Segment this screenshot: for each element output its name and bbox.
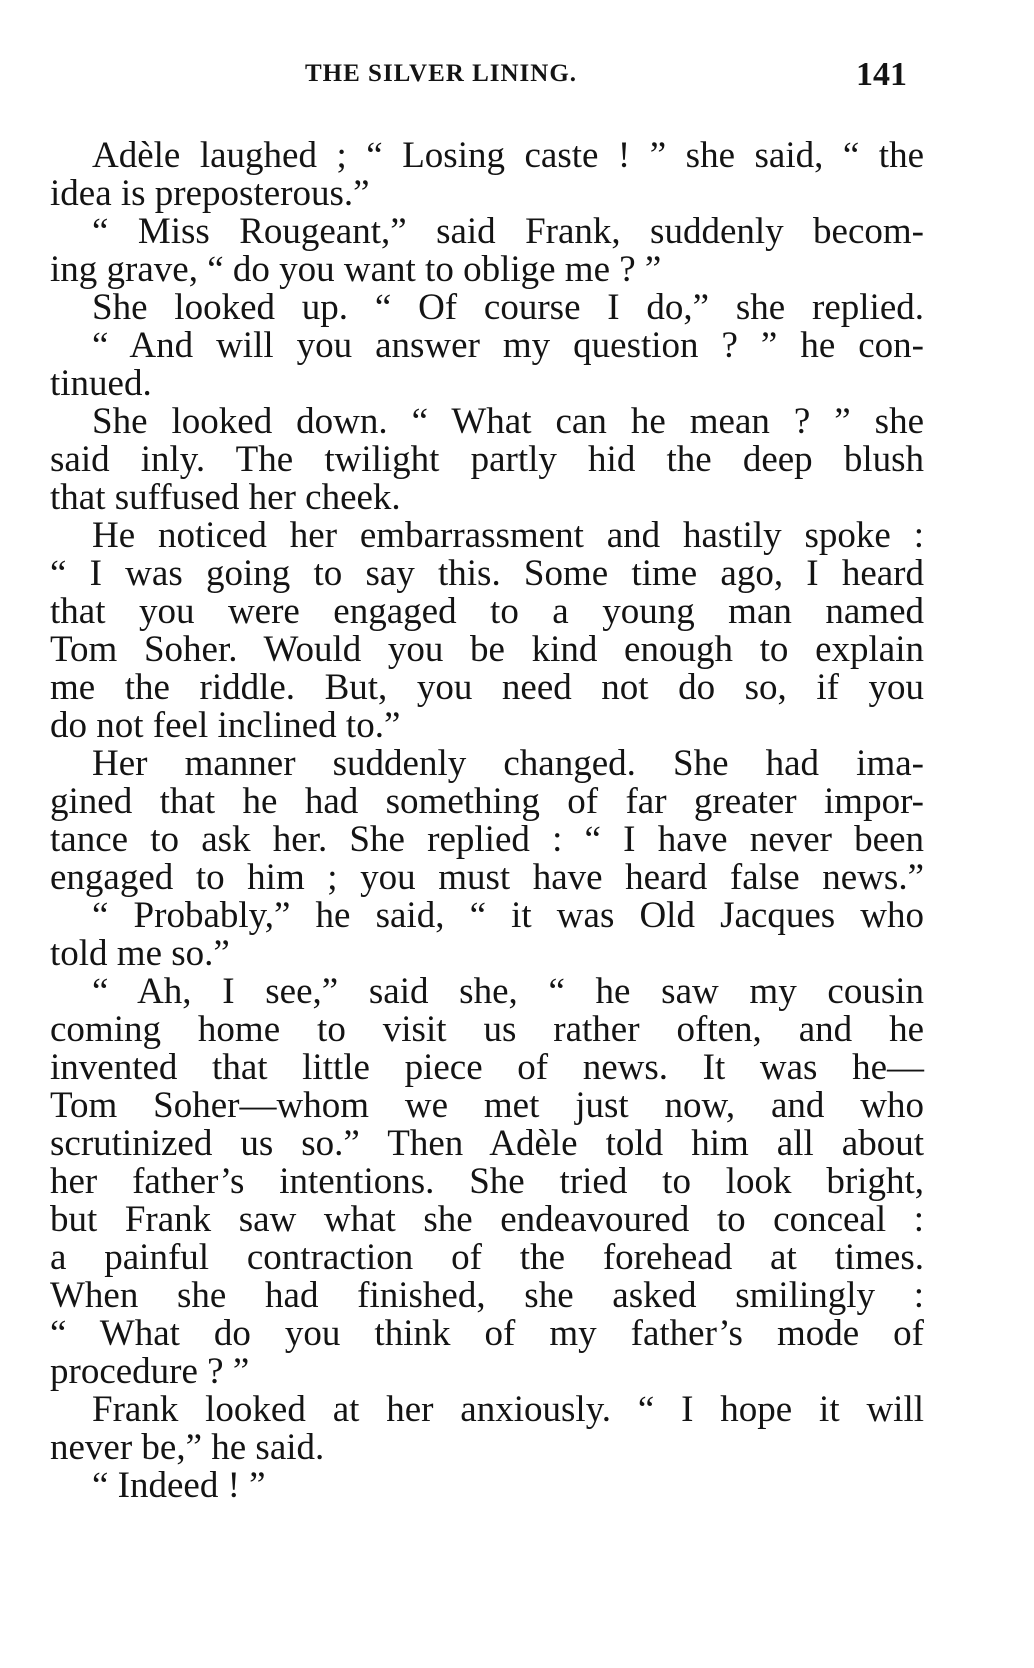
text-line: gined that he had something of far greater impor- xyxy=(50,781,924,822)
text-line: invented that little piece of news. It was he— xyxy=(50,1047,924,1088)
text-line: tance to ask her. She replied : “ I have never been xyxy=(50,819,924,860)
text-line: “ Miss Rougeant,” said Frank, suddenly becom- xyxy=(92,211,924,252)
text-line: said inly. The twilight partly hid the deep blush xyxy=(50,439,924,480)
text-line: engaged to him ; you must have heard false news.” xyxy=(50,857,924,898)
text-line: “ What do you think of my father’s mode of xyxy=(50,1313,924,1354)
text-line: Frank looked at her anxiously. “ I hope it will xyxy=(92,1389,924,1430)
text-line: never be,” he said. xyxy=(50,1427,325,1468)
text-line: Her manner suddenly changed. She had ima- xyxy=(92,743,924,784)
text-line: that suffused her cheek. xyxy=(50,477,401,518)
text-line: do not feel inclined to.” xyxy=(50,705,401,746)
text-line: ing grave, “ do you want to oblige me ? ” xyxy=(50,249,662,290)
text-line: “ I was going to say this. Some time ago, I heard xyxy=(50,553,924,594)
text-line: Adèle laughed ; “ Losing caste ! ” she said, “ the xyxy=(92,135,924,176)
text-line: “ And will you answer my question ? ” he con- xyxy=(92,325,924,366)
text-line: procedure ? ” xyxy=(50,1351,250,1392)
text-line: She looked up. “ Of course I do,” she replied. xyxy=(92,287,924,328)
text-line: When she had finished, she asked smilingly : xyxy=(50,1275,924,1316)
page-number: 141 xyxy=(856,56,907,93)
text-line: idea is preposterous.” xyxy=(50,173,370,214)
text-line: “ Indeed ! ” xyxy=(92,1465,266,1506)
text-line: that you were engaged to a young man named xyxy=(50,591,924,632)
text-line: She looked down. “ What can he mean ? ” she xyxy=(92,401,924,442)
text-line: a painful contraction of the forehead at times. xyxy=(50,1237,924,1278)
text-line: “ Probably,” he said, “ it was Old Jacques who xyxy=(92,895,924,936)
text-line: Tom Soher. Would you be kind enough to explain xyxy=(50,629,924,670)
text-line: tinued. xyxy=(50,363,152,404)
text-line: scrutinized us so.” Then Adèle told him all about xyxy=(50,1123,924,1164)
text-line: me the riddle. But, you need not do so, if you xyxy=(50,667,924,708)
text-line: coming home to visit us rather often, and he xyxy=(50,1009,924,1050)
text-line: but Frank saw what she endeavoured to conceal : xyxy=(50,1199,924,1240)
text-line: told me so.” xyxy=(50,933,230,974)
text-line: “ Ah, I see,” said she, “ he saw my cousin xyxy=(92,971,924,1012)
text-line: Tom Soher—whom we met just now, and who xyxy=(50,1085,924,1126)
text-line: her father’s intentions. She tried to look bright, xyxy=(50,1161,924,1202)
text-line: He noticed her embarrassment and hastily spoke : xyxy=(92,515,924,556)
running-head: THE SILVER LINING. xyxy=(305,60,578,87)
